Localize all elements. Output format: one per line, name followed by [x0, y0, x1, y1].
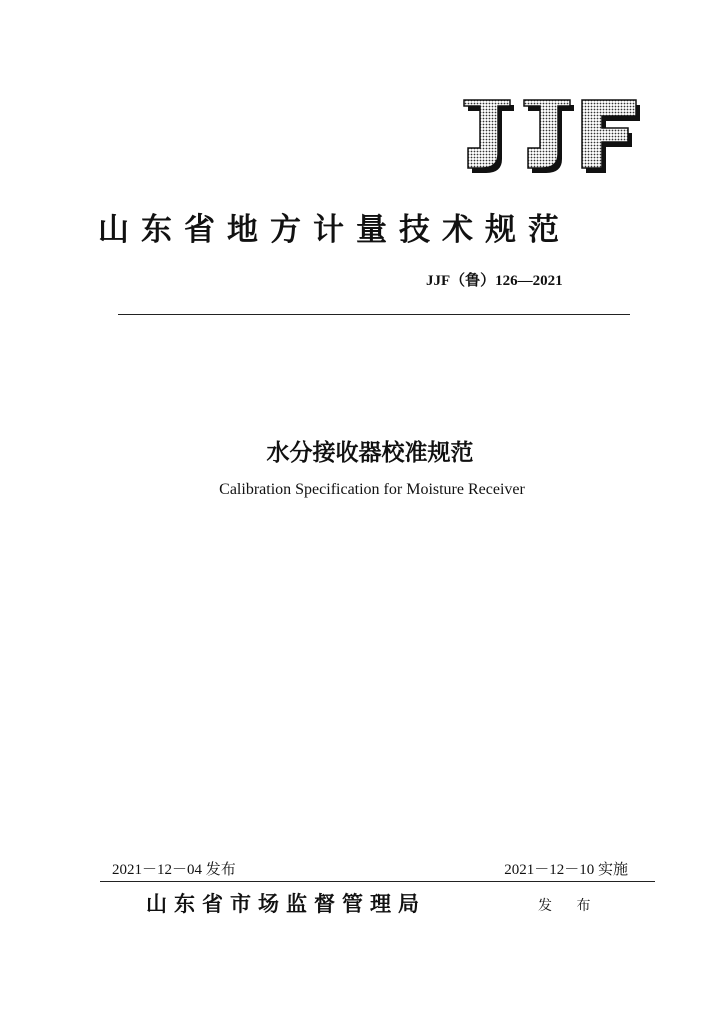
- document-subtitle: Calibration Specification for Moisture Receiver: [219, 481, 525, 498]
- logo-letter-f: [582, 100, 640, 173]
- standard-number: JJF（鲁）126—2021: [426, 273, 563, 289]
- issue-date: 2021－12－04 发布: [112, 862, 236, 878]
- jjf-logo: [458, 96, 646, 174]
- implementation-date: 2021－12－10 实施: [504, 862, 628, 878]
- logo-letter-j-1: [464, 100, 514, 173]
- logo-letter-j-2: [524, 100, 574, 173]
- publish-label: 发 布: [538, 898, 601, 914]
- footer-divider: [100, 881, 655, 882]
- document-title: 水分接收器校准规范: [266, 440, 474, 466]
- header-divider: [118, 314, 630, 315]
- publisher-name: 山东省市场监督管理局: [146, 891, 426, 916]
- organization-title: 山东省地方计量技术规范: [98, 212, 571, 248]
